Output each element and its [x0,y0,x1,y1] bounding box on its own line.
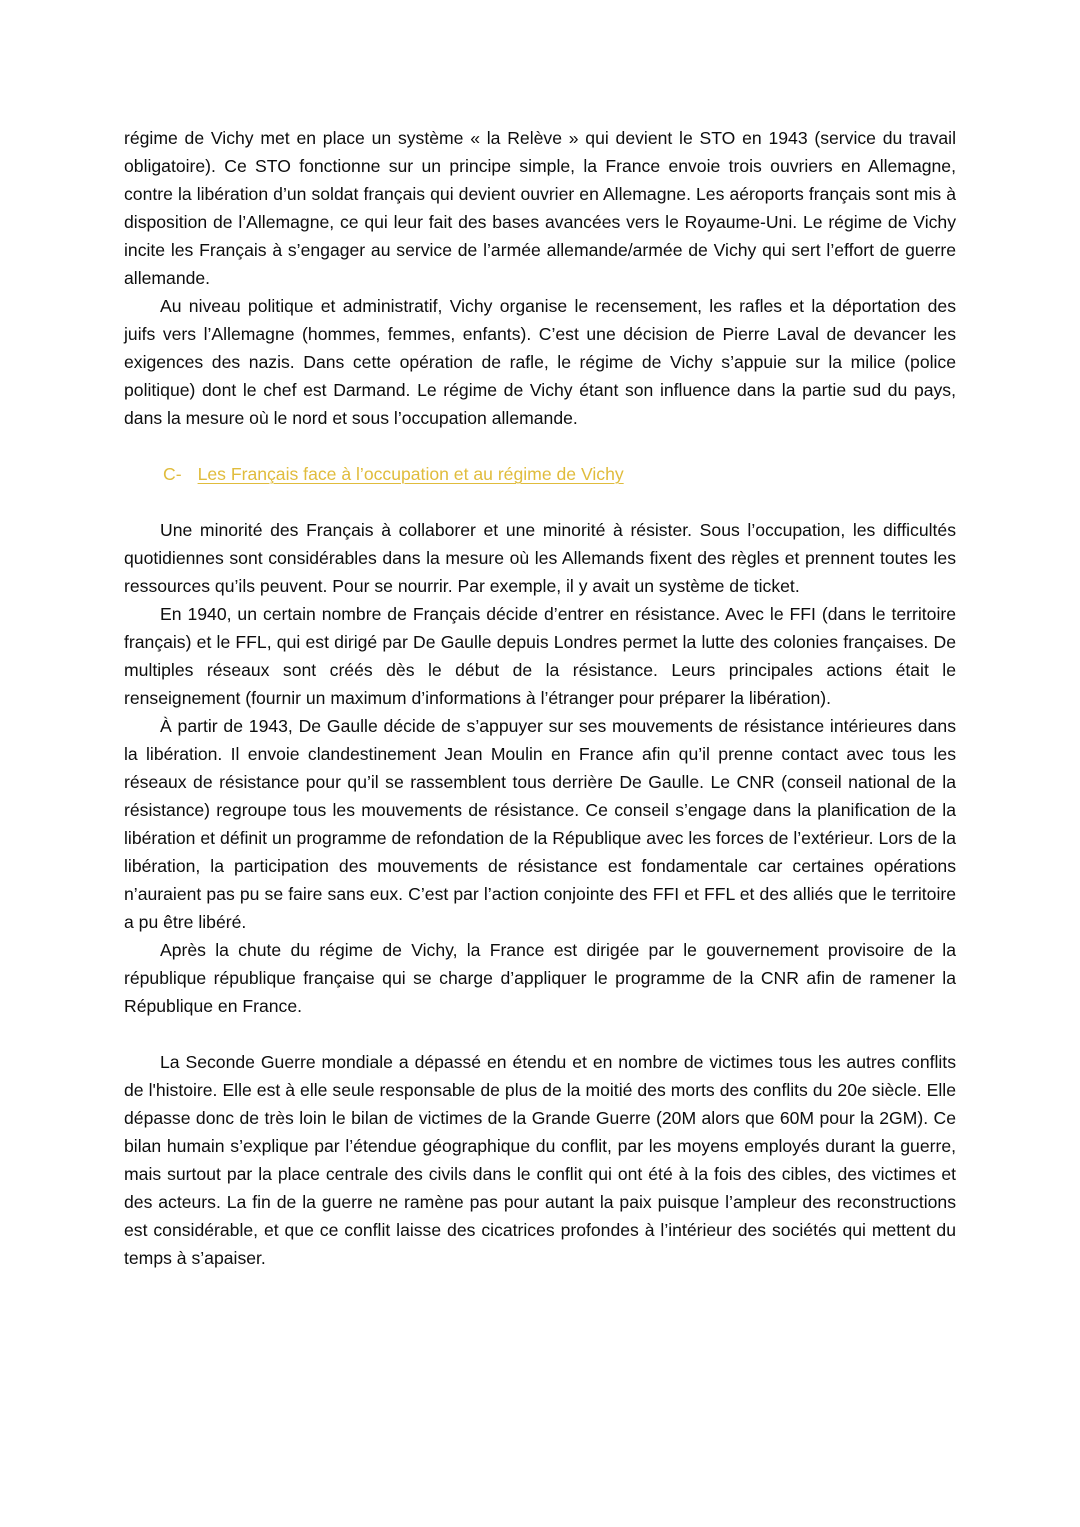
section-heading-marker: C- [163,464,182,484]
heading-spacer [124,488,956,516]
section-heading-row [124,460,624,488]
paragraph-1943: À partir de 1943, De Gaulle décide de s’appuyer sur ses mouvements de résistance intérieures dans la libération. Il envoie clandestinement Jean Moulin en France afin qu’il prenne contact avec tous les réseaux de résistance pour qu’il se rassemblent tous derrière De Gaulle. Le CNR (conseil national de la résistance) regroupe tous les mouvements de résistance. Ce conseil s’engage dans la planification de la libération et définit un programme de refondation de la République avec les forces de l’extérieur. Lors de la libération, la participation des mouvements de résistance est fondamentale car certaines opérations n’auraient pas pu se faire sans eux. C’est par l’action conjointe des FFI et FFL et des alliés que le territoire a pu être libéré. [124,716,956,932]
paragraph-spacer [124,1020,956,1048]
section-heading-label: Les Français face à l’occupation et au régime de Vichy [197,464,624,484]
paragraph-administratif: Au niveau politique et administratif, Vichy organise le recensement, les rafles et la déportation des juifs vers l’Allemagne (hommes, femmes, enfants). C’est une décision de Pierre Laval de devancer les exigences des nazis. Dans cette opération de rafle, le régime de Vichy s’appuie sur la milice (police politique) dont le chef est Darmand. Le régime de Vichy étant son influence dans la partie sud du pays, dans la mesure où le nord et sous l’occupation allemande. [124,296,956,428]
section-heading-c [124,432,956,488]
paragraph-minorite: Une minorité des Français à collaborer et une minorité à résister. Sous l’occupation, les difficultés quotidiennes sont considérables dans la mesure où les Allemands fixent des règles et prennent toutes les ressources qu’ils peuvent. Pour se nourrir. Par exemple, il y avait un système de ticket. [124,520,956,596]
document-body [124,124,956,1272]
paragraph-conclusion: La Seconde Guerre mondiale a dépassé en étendu et en nombre de victimes tous les autres conflits de l'histoire. Elle est à elle seule responsable de plus de la moitié des morts des conflits du 20e siècle. Elle dépasse donc de très loin le bilan de victimes de la Grande Guerre (20M alors que 60M pour la 2GM). Ce bilan humain s’explique par l’étendue géographique du conflit, par les moyens employés durant la guerre, mais surtout par la place centrale des civils dans le conflit qui ont été à la fois des cibles, des victimes et des acteurs. La fin de la guerre ne ramène pas pour autant la paix puisque l’ampleur des reconstructions est considérable, et que ce conflit laisse des cicatrices profondes à l’intérieur des sociétés qui mettent du temps à s’apaiser. [124,1052,956,1268]
paragraph-sto: régime de Vichy met en place un système « la Relève » qui devient le STO en 1943 (service du travail obligatoire). Ce STO fonctionne sur un principe simple, la France envoie trois ouvriers en Allemagne, contre la libération d’un soldat français qui devient ouvrier en Allemagne. Les aéroports français sont mis à disposition de l’Allemagne, ce qui leur fait des bases avancées vers le Royaume-Uni. Le régime de Vichy incite les Français à s’engager au service de l’armée allemande/armée de Vichy qui sert l’effort de guerre allemande. [124,128,956,288]
paragraph-1940: En 1940, un certain nombre de Français décide d’entrer en résistance. Avec le FFI (dans le territoire français) et le FFL, qui est dirigé par De Gaulle depuis Londres permet la lutte des colonies françaises. De multiples réseaux sont créés dès le début de la résistance. Leurs principales actions était le renseignement (fournir un maximum d’informations à l’étranger pour préparer la libération). [124,604,956,708]
paragraph-apres-vichy: Après la chute du régime de Vichy, la France est dirigée par le gouvernement provisoire de la république république française qui se charge d’appliquer le programme de la CNR afin de ramener la République en France. [124,940,956,1016]
